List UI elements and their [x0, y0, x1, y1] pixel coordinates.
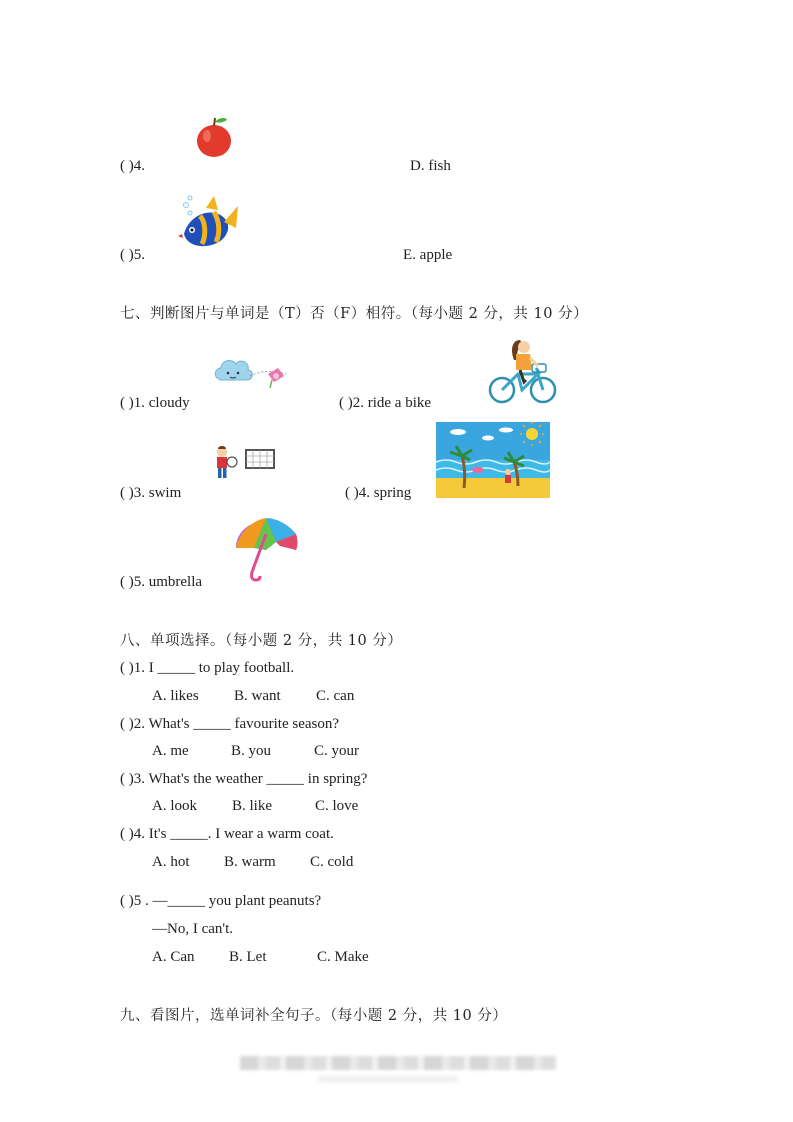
apple-picture	[194, 114, 234, 160]
blurred-footer-text-2	[318, 1076, 458, 1082]
option-e-apple: E. apple	[403, 247, 453, 263]
umbrella-picture	[232, 512, 302, 586]
beach-summer-picture	[436, 422, 550, 498]
s8-q5-stem: ( )5 . —_____ you plant peanuts?	[120, 893, 322, 909]
s8-q5-option-c: C. Make	[317, 949, 369, 965]
s8-q1-stem: ( )1. I _____ to play football.	[120, 660, 295, 676]
cloudy-picture	[212, 356, 294, 392]
question-5-match: ( )5.	[120, 247, 145, 263]
s8-q3-option-a: A. look	[152, 798, 197, 814]
s8-q2-option-b: B. you	[231, 743, 272, 759]
s8-q4-option-a: A. hot	[152, 854, 190, 870]
question-4-match: ( )4.	[120, 158, 145, 174]
section-7-title: 七、判断图片与单词是（T）否（F）相符。（每小题 2 分，共 10 分）	[120, 306, 589, 322]
s7-item-1: ( )1. cloudy	[120, 395, 190, 411]
girl-riding-bike-picture	[488, 334, 560, 408]
s8-q1-option-a: A. likes	[152, 688, 199, 704]
s8-q4-option-b: B. warm	[224, 854, 276, 870]
s7-item-3: ( )3. swim	[120, 485, 182, 501]
s7-item-5: ( )5. umbrella	[120, 574, 203, 590]
option-d-fish: D. fish	[410, 158, 451, 174]
fish-picture	[176, 192, 240, 256]
s8-q2-option-c: C. your	[314, 743, 359, 759]
s8-q3-stem: ( )3. What's the weather _____ in spring?	[120, 771, 368, 787]
boy-playing-football-picture	[212, 444, 278, 486]
s8-q3-option-b: B. like	[232, 798, 272, 814]
s8-q3-option-c: C. love	[315, 798, 359, 814]
section-8-title: 八、单项选择。（每小题 2 分，共 10 分）	[120, 633, 403, 649]
s8-q4-option-c: C. cold	[310, 854, 354, 870]
section-9-title: 九、看图片，选单词补全句子。（每小题 2 分，共 10 分）	[120, 1008, 508, 1024]
s8-q4-stem: ( )4. It's _____. I wear a warm coat.	[120, 826, 334, 842]
s8-q1-option-b: B. want	[234, 688, 281, 704]
s7-item-4: ( )4. spring	[345, 485, 412, 501]
s8-q5-option-a: A. Can	[152, 949, 195, 965]
s8-q2-option-a: A. me	[152, 743, 189, 759]
s8-q2-stem: ( )2. What's _____ favourite season?	[120, 716, 340, 732]
blurred-footer-text	[240, 1056, 556, 1070]
s8-q1-option-c: C. can	[316, 688, 355, 704]
s8-q5-option-b: B. Let	[229, 949, 267, 965]
s8-q5-answer-line: —No, I can't.	[152, 921, 234, 937]
s7-item-2: ( )2. ride a bike	[339, 395, 432, 411]
